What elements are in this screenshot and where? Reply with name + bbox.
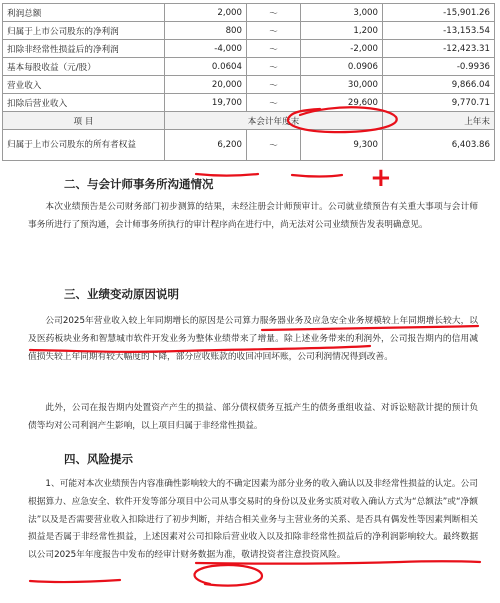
- equity-row: [3, 130, 495, 161]
- prior-year-value: 9,866.04: [383, 76, 495, 94]
- range-separator: ～: [247, 4, 301, 22]
- table-row: [3, 58, 495, 76]
- change-reasons-paragraph-1: 公司2025年营业收入较上年同期增长的原因是公司算力服务器业务及应急安全业务规模较上年同期增长较大，以及医药板块业务和智慧城市软件开发业务为整体业绩带来了增量。除上述业务带来的利润外，公司报告期内的信用减值损失较上年同期有较大幅度的下降，部分应收账款的收回冲回坏账，公司利润情况得到改善。: [28, 316, 478, 362]
- row-label: 归属于上市公司股东的净利润: [3, 22, 165, 40]
- plus-annotation: +: [370, 163, 392, 193]
- range-low: 20,000: [165, 76, 247, 94]
- prior-year-value: 9,770.71: [383, 94, 495, 112]
- risk-notice-paragraph: 1、可能对本次业绩预告内容准确性影响较大的不确定因素为部分业务的收入确认以及非经常性损益的认定。公司根据算力、应急安全、软件开发等部分项目中公司从事交易时的身份以及业务实质对收入确认方式为“总额法”或“净额法”以及是否需要营业收入扣除进行了初步判断，并结合相关业务与主营业务的关系、是否具有偶发性等因素判断相关损益是否属于非经常性损益，上述因素对公司扣除后营业收入以及扣除非经常性损益后的净利润影响较大。最终数据以公司2025年年度报告中发布的经审计财务数据为准，敬请投资者注意投资风险。: [28, 479, 478, 561]
- table-row: [3, 4, 495, 22]
- range-low: 2,000: [165, 4, 247, 22]
- equity-range-separator: ～: [247, 130, 301, 161]
- equity-prior: 6,403.86: [383, 130, 495, 161]
- prior-year-value: -15,901.26: [383, 4, 495, 22]
- row-label: 扣除非经常性损益后的净利润: [3, 40, 165, 58]
- circle-around-impact-phrase: [195, 565, 263, 585]
- section-heading-risk-notice: 四、风险提示: [64, 452, 133, 466]
- row-label: 基本每股收益（元/股）: [3, 58, 165, 76]
- table-row: [3, 22, 495, 40]
- range-low: 0.0604: [165, 58, 247, 76]
- equity-label: 归属于上市公司股东的所有者权益: [3, 130, 165, 161]
- prior-year-value: -13,153.54: [383, 22, 495, 40]
- range-low: 19,700: [165, 94, 247, 112]
- header-current-period: 本会计年度末: [165, 112, 383, 130]
- row-label: 营业收入: [3, 76, 165, 94]
- underline-risk-line2: [30, 580, 120, 582]
- row-label: 利润总额: [3, 4, 165, 22]
- range-separator: ～: [247, 40, 301, 58]
- section-heading-change-reasons: 三、业绩变动原因说明: [64, 287, 179, 301]
- range-separator: ～: [247, 76, 301, 94]
- equity-low: 6,200: [165, 130, 247, 161]
- range-separator: ～: [247, 58, 301, 76]
- table-header-row: [3, 112, 495, 130]
- range-separator: ～: [247, 22, 301, 40]
- range-low: 800: [165, 22, 247, 40]
- auditor-communication-paragraph: 本次业绩预告是公司财务部门初步测算的结果，未经注册会计师预审计。公司就业绩预告有关重大事项与会计师事务所进行了预沟通，会计师事务所执行的审计程序尚在进行中，尚无法对公司业绩预告发表明确意见。: [28, 202, 478, 230]
- change-reasons-paragraph-2: 此外，公司在报告期内处置资产产生的损益、部分债权债务互抵产生的债务重组收益、对诉讼赔款计提的预计负债等均对公司利润产生影响，以上项目归属于非经常性损益。: [28, 403, 478, 431]
- header-prior-year-end: 上年末: [383, 112, 495, 130]
- range-separator: ～: [247, 94, 301, 112]
- section-heading-auditor-communication: 二、与会计师事务所沟通情况: [64, 177, 214, 191]
- table-row: [3, 94, 495, 112]
- equity-high: 9,300: [301, 130, 383, 161]
- table-row: [3, 40, 495, 58]
- range-high: -2,000: [301, 40, 383, 58]
- header-item: 项 目: [3, 112, 165, 130]
- range-high: 29,600: [301, 94, 383, 112]
- range-high: 3,000: [301, 4, 383, 22]
- range-low: -4,000: [165, 40, 247, 58]
- range-high: 0.0906: [301, 58, 383, 76]
- prior-year-value: -0.9936: [383, 58, 495, 76]
- table-row: [3, 76, 495, 94]
- range-high: 1,200: [301, 22, 383, 40]
- forecast-table: [2, 3, 495, 161]
- underline-equity-high: [292, 175, 342, 177]
- range-high: 30,000: [301, 76, 383, 94]
- row-label: 扣除后营业收入: [3, 94, 165, 112]
- prior-year-value: -12,423.31: [383, 40, 495, 58]
